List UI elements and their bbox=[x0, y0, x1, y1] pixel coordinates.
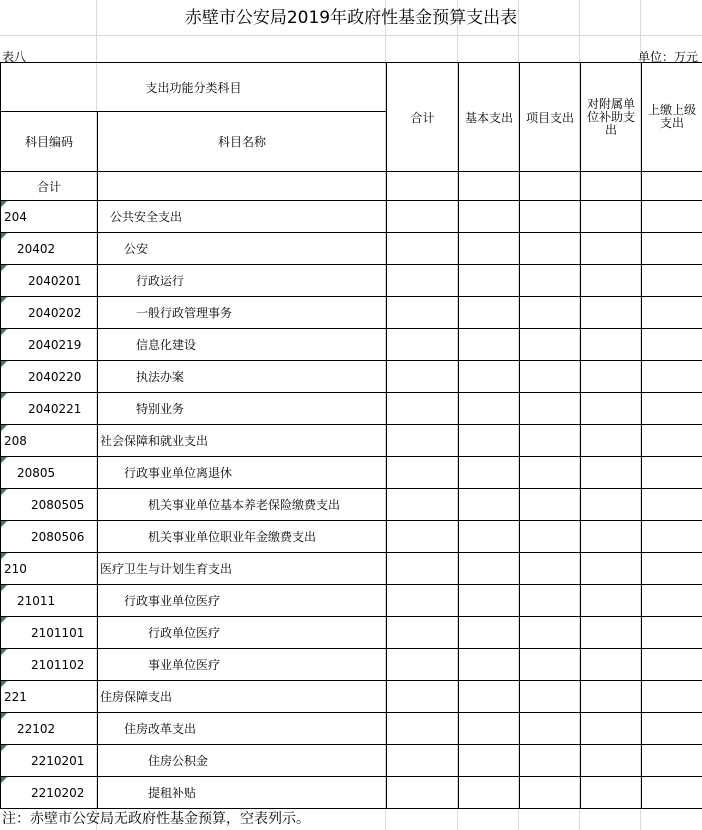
cell bbox=[459, 585, 520, 617]
cell bbox=[581, 713, 642, 745]
cell bbox=[387, 201, 459, 233]
cell-marker bbox=[1, 361, 7, 367]
table-row bbox=[1, 585, 702, 617]
cell bbox=[520, 489, 581, 521]
cell-marker bbox=[1, 617, 7, 623]
cell bbox=[387, 393, 459, 425]
cell bbox=[520, 361, 581, 393]
cell bbox=[520, 457, 581, 489]
cell bbox=[581, 649, 642, 681]
cell bbox=[459, 521, 520, 553]
cell bbox=[642, 329, 702, 361]
cell bbox=[520, 329, 581, 361]
cell bbox=[581, 329, 642, 361]
subject-name: 机关事业单位职业年金缴费支出 bbox=[98, 521, 387, 553]
cell-marker bbox=[1, 521, 7, 527]
subject-code bbox=[1, 361, 98, 393]
cell bbox=[642, 489, 702, 521]
table-row bbox=[1, 393, 702, 425]
code-text: 2101101 bbox=[31, 625, 85, 640]
subject-name: 行政运行 bbox=[98, 265, 387, 297]
cell bbox=[459, 201, 520, 233]
cell-marker bbox=[1, 457, 7, 463]
cell bbox=[581, 457, 642, 489]
subject-name: 执法办案 bbox=[98, 361, 387, 393]
cell bbox=[387, 265, 459, 297]
cell bbox=[520, 713, 581, 745]
cell bbox=[520, 265, 581, 297]
table-row bbox=[1, 649, 702, 681]
cell bbox=[520, 172, 581, 201]
table-row bbox=[1, 521, 702, 553]
subject-code bbox=[1, 489, 98, 521]
code-text: 20805 bbox=[17, 465, 56, 480]
cell bbox=[459, 393, 520, 425]
code-text: 208 bbox=[4, 433, 27, 448]
subject-code bbox=[1, 233, 98, 265]
cell bbox=[581, 745, 642, 777]
cell bbox=[581, 585, 642, 617]
cell bbox=[581, 617, 642, 649]
code-text: 2040201 bbox=[28, 273, 82, 288]
cell-marker bbox=[1, 265, 7, 271]
subject-code bbox=[1, 617, 98, 649]
header-subsidy: 对附属单位补助支出 bbox=[581, 63, 642, 172]
cell bbox=[642, 201, 702, 233]
cell bbox=[520, 585, 581, 617]
subject-name: 社会保障和就业支出 bbox=[98, 425, 387, 457]
cell bbox=[387, 172, 459, 201]
cell bbox=[642, 777, 702, 809]
subject-code bbox=[1, 329, 98, 361]
cell bbox=[642, 297, 702, 329]
cell bbox=[520, 297, 581, 329]
total-label: 合计 bbox=[1, 172, 98, 201]
cell bbox=[459, 172, 520, 201]
cell bbox=[581, 265, 642, 297]
code-text: 2210201 bbox=[31, 753, 85, 768]
subject-name: 特别业务 bbox=[98, 393, 387, 425]
cell bbox=[459, 233, 520, 265]
cell bbox=[459, 297, 520, 329]
subject-code bbox=[1, 265, 98, 297]
code-text: 20402 bbox=[17, 241, 56, 256]
cell bbox=[387, 777, 459, 809]
cell bbox=[581, 297, 642, 329]
cell bbox=[459, 713, 520, 745]
cell bbox=[642, 521, 702, 553]
gridline bbox=[0, 35, 702, 36]
subject-code bbox=[1, 457, 98, 489]
cell-marker bbox=[1, 201, 7, 207]
subject-name: 一般行政管理事务 bbox=[98, 297, 387, 329]
cell-marker bbox=[1, 297, 7, 303]
cell bbox=[459, 553, 520, 585]
table-row bbox=[1, 489, 702, 521]
cell-marker bbox=[1, 745, 7, 751]
table-row bbox=[1, 201, 702, 233]
cell bbox=[642, 457, 702, 489]
code-text: 2080505 bbox=[31, 497, 85, 512]
subject-name: 提租补贴 bbox=[98, 777, 387, 809]
cell bbox=[581, 425, 642, 457]
header-total: 合计 bbox=[387, 63, 459, 172]
cell bbox=[581, 553, 642, 585]
cell bbox=[581, 681, 642, 713]
cell bbox=[642, 617, 702, 649]
cell-marker bbox=[1, 777, 7, 783]
cell bbox=[581, 233, 642, 265]
subject-name: 住房改革支出 bbox=[98, 713, 387, 745]
code-text: 2101102 bbox=[31, 657, 85, 672]
header-row bbox=[1, 63, 702, 112]
subject-code bbox=[1, 393, 98, 425]
cell bbox=[581, 201, 642, 233]
table-row bbox=[1, 713, 702, 745]
cell bbox=[387, 649, 459, 681]
cell bbox=[387, 617, 459, 649]
cell bbox=[520, 617, 581, 649]
code-text: 210 bbox=[4, 561, 27, 576]
subject-code bbox=[1, 713, 98, 745]
cell bbox=[459, 745, 520, 777]
page-title: 赤壁市公安局2019年政府性基金预算支出表 bbox=[184, 8, 518, 28]
cell bbox=[459, 681, 520, 713]
table-row bbox=[1, 425, 702, 457]
footnote: 注：赤壁市公安局无政府性基金预算，空表列示。 bbox=[2, 811, 310, 827]
cell bbox=[520, 201, 581, 233]
cell bbox=[520, 393, 581, 425]
code-text: 2040219 bbox=[28, 337, 82, 352]
cell bbox=[520, 233, 581, 265]
subject-code bbox=[1, 521, 98, 553]
cell bbox=[581, 777, 642, 809]
header-name: 科目名称 bbox=[98, 112, 387, 172]
cell bbox=[459, 265, 520, 297]
cell-marker bbox=[1, 425, 7, 431]
cell-marker bbox=[1, 329, 7, 335]
cell bbox=[459, 777, 520, 809]
cell bbox=[581, 172, 642, 201]
cell bbox=[642, 233, 702, 265]
subject-code bbox=[1, 649, 98, 681]
cell bbox=[98, 172, 387, 201]
subject-name: 医疗卫生与计划生育支出 bbox=[98, 553, 387, 585]
header-project: 项目支出 bbox=[520, 63, 581, 172]
cell bbox=[387, 489, 459, 521]
budget-table bbox=[0, 62, 702, 809]
subject-name: 行政事业单位医疗 bbox=[98, 585, 387, 617]
cell bbox=[581, 521, 642, 553]
cell-marker bbox=[1, 553, 7, 559]
cell bbox=[459, 457, 520, 489]
cell-marker bbox=[1, 649, 7, 655]
header-group: 支出功能分类科目 bbox=[1, 63, 387, 112]
code-text: 22102 bbox=[17, 721, 56, 736]
cell bbox=[642, 425, 702, 457]
cell bbox=[387, 745, 459, 777]
subject-code bbox=[1, 425, 98, 457]
cell bbox=[387, 585, 459, 617]
code-text: 2040220 bbox=[28, 369, 82, 384]
code-text: 221 bbox=[4, 689, 27, 704]
subject-code bbox=[1, 745, 98, 777]
table-row bbox=[1, 617, 702, 649]
cell bbox=[581, 489, 642, 521]
table-row bbox=[1, 329, 702, 361]
cell bbox=[581, 393, 642, 425]
cell-marker bbox=[1, 681, 7, 687]
table-row bbox=[1, 777, 702, 809]
code-text: 21011 bbox=[17, 593, 56, 608]
subject-code bbox=[1, 777, 98, 809]
code-text: 204 bbox=[4, 209, 27, 224]
cell bbox=[642, 265, 702, 297]
table-row bbox=[1, 681, 702, 713]
cell bbox=[520, 681, 581, 713]
cell bbox=[520, 521, 581, 553]
cell bbox=[520, 553, 581, 585]
cell bbox=[520, 425, 581, 457]
subject-code bbox=[1, 681, 98, 713]
cell bbox=[459, 329, 520, 361]
cell bbox=[642, 172, 702, 201]
cell bbox=[581, 361, 642, 393]
cell bbox=[642, 361, 702, 393]
cell-marker bbox=[1, 393, 7, 399]
cell bbox=[459, 489, 520, 521]
cell bbox=[387, 329, 459, 361]
subject-code bbox=[1, 553, 98, 585]
cell bbox=[387, 425, 459, 457]
table-row bbox=[1, 361, 702, 393]
cell bbox=[459, 649, 520, 681]
table-row bbox=[1, 745, 702, 777]
subject-name: 住房保障支出 bbox=[98, 681, 387, 713]
cell bbox=[642, 745, 702, 777]
code-text: 2210202 bbox=[31, 785, 85, 800]
cell bbox=[387, 361, 459, 393]
subject-name: 行政事业单位离退休 bbox=[98, 457, 387, 489]
subject-name: 住房公积金 bbox=[98, 745, 387, 777]
cell bbox=[387, 713, 459, 745]
cell bbox=[642, 713, 702, 745]
cell bbox=[459, 425, 520, 457]
cell bbox=[459, 617, 520, 649]
subject-code bbox=[1, 297, 98, 329]
cell bbox=[642, 393, 702, 425]
subject-name: 行政单位医疗 bbox=[98, 617, 387, 649]
cell bbox=[387, 297, 459, 329]
code-text: 2080506 bbox=[31, 529, 85, 544]
sheet-label: 表八 bbox=[2, 50, 27, 64]
cell-marker bbox=[1, 489, 7, 495]
table-row bbox=[1, 233, 702, 265]
cell bbox=[387, 457, 459, 489]
header-upper: 上缴上级支出 bbox=[642, 63, 702, 172]
table-row bbox=[1, 457, 702, 489]
code-text: 2040221 bbox=[28, 401, 82, 416]
cell bbox=[387, 233, 459, 265]
cell bbox=[642, 681, 702, 713]
subject-name: 信息化建设 bbox=[98, 329, 387, 361]
table-row bbox=[1, 265, 702, 297]
cell bbox=[387, 553, 459, 585]
cell bbox=[459, 361, 520, 393]
table-row bbox=[1, 297, 702, 329]
subject-name: 公共安全支出 bbox=[98, 201, 387, 233]
cell bbox=[387, 681, 459, 713]
cell-marker bbox=[1, 233, 7, 239]
cell bbox=[520, 745, 581, 777]
cell bbox=[642, 553, 702, 585]
subject-name: 事业单位医疗 bbox=[98, 649, 387, 681]
total-row bbox=[1, 172, 702, 201]
table-row bbox=[1, 553, 702, 585]
cell bbox=[642, 585, 702, 617]
subject-name: 公安 bbox=[98, 233, 387, 265]
subject-name: 机关事业单位基本养老保险缴费支出 bbox=[98, 489, 387, 521]
cell bbox=[520, 777, 581, 809]
subject-code bbox=[1, 201, 98, 233]
header-basic: 基本支出 bbox=[459, 63, 520, 172]
cell-marker bbox=[1, 713, 7, 719]
cell bbox=[387, 521, 459, 553]
unit-label: 单位：万元 bbox=[637, 50, 698, 64]
header-code: 科目编码 bbox=[1, 112, 98, 172]
subject-code bbox=[1, 585, 98, 617]
cell bbox=[520, 649, 581, 681]
code-text: 2040202 bbox=[28, 305, 82, 320]
cell-marker bbox=[1, 585, 7, 591]
cell bbox=[642, 649, 702, 681]
